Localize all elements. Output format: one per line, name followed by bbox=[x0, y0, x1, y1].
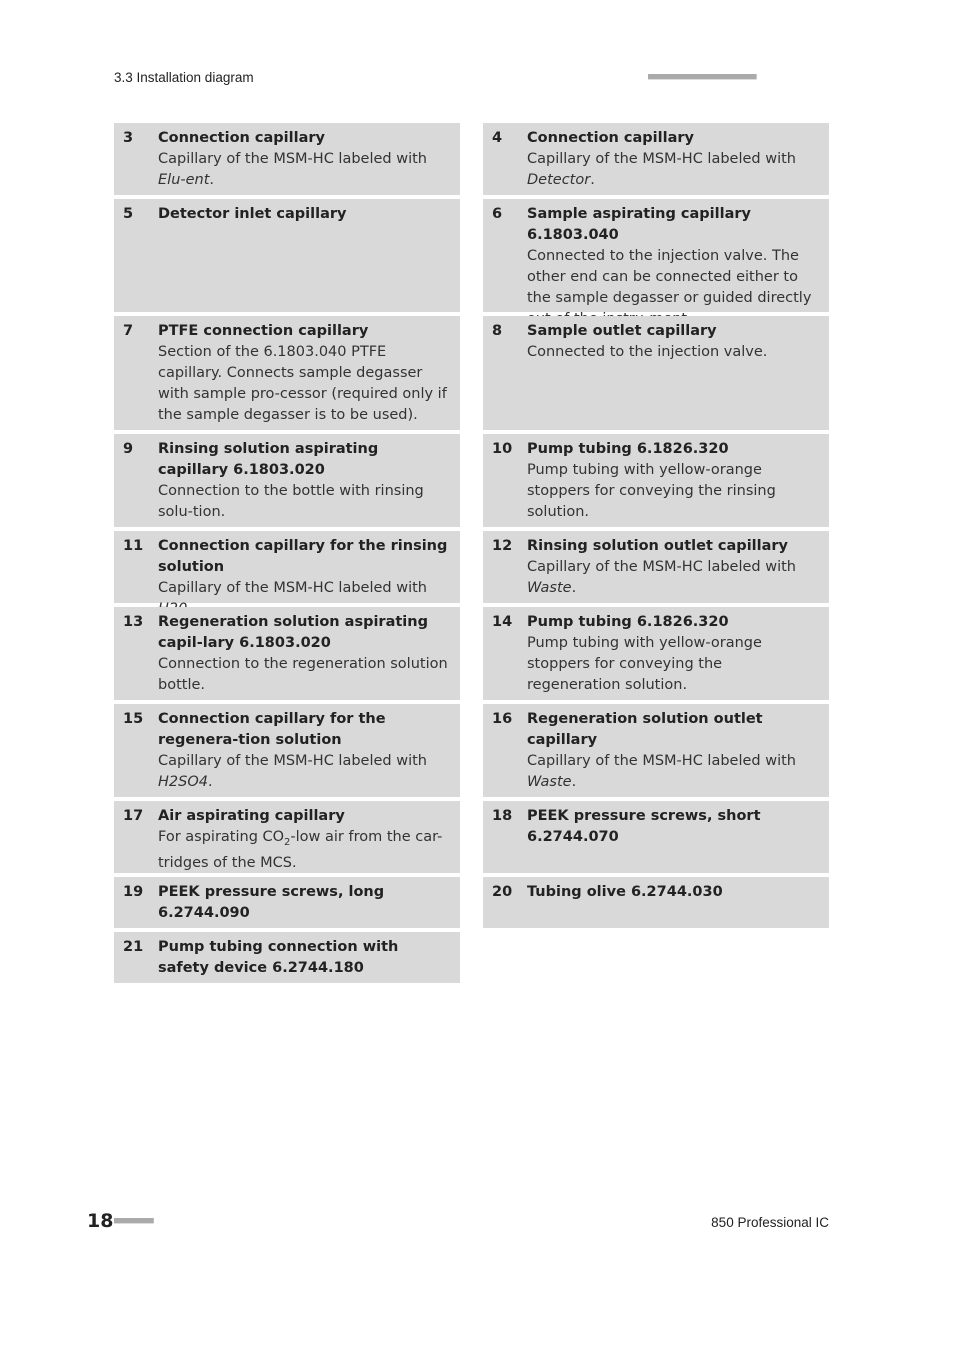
legend-item-title: Connection capillary for the regenera-tion solution bbox=[158, 711, 386, 748]
legend-item bbox=[114, 801, 460, 873]
description-label: Waste bbox=[527, 580, 572, 596]
legend-item bbox=[114, 199, 460, 312]
legend-item-body bbox=[158, 439, 450, 523]
legend-item bbox=[114, 434, 460, 527]
legend-item-title: Connection capillary bbox=[527, 130, 694, 146]
legend-item-body bbox=[158, 709, 450, 793]
description-suffix: -low air from the car-tridges of the MCS. bbox=[158, 829, 443, 871]
legend-item bbox=[114, 704, 460, 797]
legend-item-body bbox=[527, 128, 819, 191]
legend-item-number: 21 bbox=[123, 939, 144, 955]
legend-item bbox=[483, 123, 829, 195]
legend-item-number: 9 bbox=[123, 441, 134, 457]
legend-item-body bbox=[527, 536, 819, 599]
legend-item bbox=[114, 607, 460, 700]
legend-item-title: PTFE connection capillary bbox=[158, 323, 369, 339]
legend-item bbox=[483, 877, 829, 928]
legend-item-body bbox=[158, 128, 450, 191]
description-text: Connection to the bottle with rinsing solu-tion. bbox=[158, 483, 424, 520]
legend-item-description bbox=[527, 460, 819, 523]
description-text: For aspirating CO bbox=[158, 829, 285, 845]
legend-item-body bbox=[527, 882, 819, 903]
description-label: H2SO4 bbox=[158, 774, 208, 790]
legend-item-number: 7 bbox=[123, 323, 134, 339]
legend-item-title: Sample outlet capillary bbox=[527, 323, 717, 339]
legend-item-body bbox=[527, 806, 819, 848]
legend-item-number: 13 bbox=[123, 614, 144, 630]
description-subscript: 2 bbox=[284, 836, 291, 848]
legend-item-description bbox=[158, 654, 450, 696]
description-text: Connected to the injection valve. bbox=[527, 344, 768, 360]
description-text: Pump tubing with yellow-orange stoppers for conveying the rinsing solution. bbox=[527, 462, 776, 520]
description-suffix: . bbox=[209, 172, 215, 188]
legend-item bbox=[483, 531, 829, 603]
description-suffix: . bbox=[207, 774, 213, 790]
legend-item-number: 15 bbox=[123, 711, 144, 727]
description-suffix: . bbox=[571, 580, 577, 596]
legend-item-title: Pump tubing connection with safety device 6.2744.180 bbox=[158, 939, 399, 976]
legend-item-body bbox=[158, 204, 450, 225]
description-text: Pump tubing with yellow-orange stoppers for conveying the regeneration solution. bbox=[527, 635, 762, 693]
legend-item-body bbox=[527, 709, 819, 793]
legend-item-number: 18 bbox=[492, 808, 513, 824]
legend-item-title: Pump tubing 6.1826.320 bbox=[527, 441, 729, 457]
legend-item-body bbox=[158, 806, 450, 874]
product-name: 850 Professional IC bbox=[711, 1215, 829, 1230]
legend-column-right bbox=[483, 123, 829, 932]
legend-item bbox=[114, 316, 460, 430]
legend-item-number: 5 bbox=[123, 206, 134, 222]
legend-item-body bbox=[527, 612, 819, 696]
legend-item-number: 20 bbox=[492, 884, 513, 900]
legend-item-title: Air aspirating capillary bbox=[158, 808, 345, 824]
legend-item-title: Rinsing solution outlet capillary bbox=[527, 538, 788, 554]
legend-item bbox=[114, 123, 460, 195]
description-text: Section of the 6.1803.040 PTFE capillary. Connects sample degasser with sample pro-cessor (required only if the sample degasser is to be used). bbox=[158, 344, 447, 423]
description-label: Detector bbox=[527, 172, 591, 188]
legend-item bbox=[483, 607, 829, 700]
legend-item-description bbox=[158, 342, 450, 426]
legend-item-number: 4 bbox=[492, 130, 503, 146]
legend-item-number: 8 bbox=[492, 323, 503, 339]
legend-item-description bbox=[527, 149, 819, 191]
legend-item-description bbox=[158, 827, 450, 874]
legend-item-description bbox=[158, 149, 450, 191]
legend-item-body bbox=[158, 612, 450, 696]
legend-item-number: 11 bbox=[123, 538, 144, 554]
legend-item bbox=[483, 801, 829, 873]
legend-item-number: 16 bbox=[492, 711, 513, 727]
legend-item bbox=[114, 932, 460, 983]
legend-item bbox=[114, 877, 460, 928]
legend-item-title: Regeneration solution outlet capillary bbox=[527, 711, 763, 748]
description-text: Capillary of the MSM-HC labeled with bbox=[158, 580, 427, 596]
legend-item-number: 10 bbox=[492, 441, 513, 457]
description-text: Capillary of the MSM-HC labeled with bbox=[158, 151, 427, 167]
legend-item-body bbox=[527, 204, 819, 330]
description-label: Elu-ent bbox=[158, 172, 210, 188]
legend-item-description bbox=[158, 751, 450, 793]
legend-item-title: Tubing olive 6.2744.030 bbox=[527, 884, 723, 900]
description-label: Waste bbox=[527, 774, 572, 790]
legend-item-number: 6 bbox=[492, 206, 503, 222]
legend-item-body bbox=[527, 321, 819, 363]
legend-item-title: Sample aspirating capillary 6.1803.040 bbox=[527, 206, 751, 243]
section-title: 3.3 Installation diagram bbox=[114, 70, 254, 85]
legend-item-title: Connection capillary bbox=[158, 130, 325, 146]
description-suffix: . bbox=[590, 172, 595, 188]
legend-item-number: 3 bbox=[123, 130, 134, 146]
description-text: Capillary of the MSM-HC labeled with bbox=[158, 753, 427, 769]
legend-item bbox=[483, 316, 829, 430]
legend-item-title: Detector inlet capillary bbox=[158, 206, 347, 222]
legend-item-body bbox=[158, 937, 450, 979]
legend-item-body bbox=[527, 439, 819, 523]
legend-item-number: 19 bbox=[123, 884, 144, 900]
legend-item-number: 14 bbox=[492, 614, 513, 630]
legend-item-title: Connection capillary for the rinsing solution bbox=[158, 538, 448, 575]
legend-item bbox=[114, 531, 460, 603]
description-text: Capillary of the MSM-HC labeled with bbox=[527, 151, 796, 167]
legend-item-description bbox=[527, 557, 819, 599]
legend-item-description bbox=[527, 633, 819, 696]
header-decoration: ■■■■■■■■■■■■■■■■■■■■■■ bbox=[648, 72, 757, 82]
legend-column-left bbox=[114, 123, 460, 987]
description-text: Capillary of the MSM-HC labeled with bbox=[527, 753, 796, 769]
legend-item bbox=[483, 434, 829, 527]
description-text: Connection to the regeneration solution bottle. bbox=[158, 656, 448, 693]
description-text: Connected to the injection valve. The other end can be connected either to the sample degasser or guided directly bbox=[527, 248, 812, 306]
description-text: Capillary of the MSM-HC labeled with bbox=[527, 559, 796, 575]
legend-item-title: Regeneration solution aspirating capil-lary 6.1803.020 bbox=[158, 614, 428, 651]
legend-item bbox=[483, 704, 829, 797]
legend-item bbox=[483, 199, 829, 312]
legend-item-title: PEEK pressure screws, long 6.2744.090 bbox=[158, 884, 385, 921]
page-number: 18 bbox=[87, 1210, 114, 1232]
legend-item-number: 17 bbox=[123, 808, 144, 824]
legend-item-description bbox=[158, 481, 450, 523]
legend-item-body bbox=[158, 882, 450, 924]
legend-item-number: 12 bbox=[492, 538, 513, 554]
legend-item-title: Pump tubing 6.1826.320 bbox=[527, 614, 729, 630]
footer-decoration: ■■■■■■■■ bbox=[114, 1216, 154, 1226]
description-suffix: . bbox=[571, 774, 577, 790]
legend-item-title: Rinsing solution aspirating capillary 6.1803.020 bbox=[158, 441, 379, 478]
legend-item-title: PEEK pressure screws, short 6.2744.070 bbox=[527, 808, 761, 845]
legend-item-description bbox=[527, 751, 819, 793]
legend-item-description bbox=[527, 342, 819, 363]
legend-item-body bbox=[158, 321, 450, 426]
